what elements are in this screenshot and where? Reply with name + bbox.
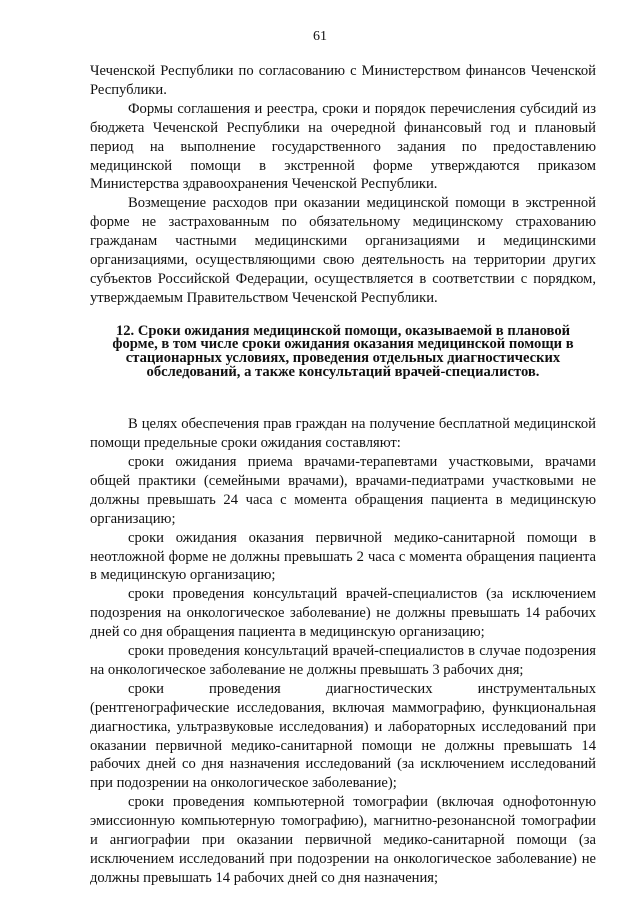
- paragraph-continuation: Чеченской Республики по согласованию с Министерством финансов Чеченской Республики.: [90, 63, 596, 98]
- paragraph-tomography-wait: сроки проведения компьютерной томографии (включая однофотонную эмиссионную компьютерную томографию), магнитно-резонансной томографии и ангиографии при оказании первичной медико-санитарной помощи (за исключением исследований при подозрении на онкологическое заболевание) не должны превышать 14 рабочих дней со дня назначения;: [90, 794, 596, 886]
- paragraph-urgent-care-wait: сроки ожидания оказания первичной медико-санитарной помощи в неотложной форме не должны превышать 2 часа с момента обращения пациента в медицинскую организацию;: [90, 529, 596, 584]
- paragraph-diagnostics-wait: сроки проведения диагностических инструментальных (рентгенографические исследования, включая маммографию, функциональная диагностика, ультразвуковые исследования) и лабораторных исследований при оказании первичной медико-санитарной помощи не должны превышать 14 рабочих дней со дня назначения исследований (за исключением исследований при подозрении на онкологическое заболевание);: [90, 680, 596, 792]
- paragraph-intro: В целях обеспечения прав граждан на получение бесплатной медицинской помощи предельные сроки ожидания составляют:: [90, 416, 596, 452]
- paragraph-therapist-wait: сроки ожидания приема врачами-терапевтами участковыми, врачами общей практики (семейными врачами), врачами-педиатрами участковыми не должны превышать 24 часа с момента обращения пациента в медицинскую организацию;: [90, 453, 596, 527]
- page-number: 61: [313, 29, 327, 44]
- paragraph-subsidy-forms: Формы соглашения и реестра, сроки и порядок перечисления субсидий из бюджета Чеченской Республики на очередной финансовый год и плановый период на выполнение государственного задания по предоставлению медицинской помощи в экстренной форме утверждаются приказом Министерства здравоохранения Чеченской Республики.: [90, 100, 596, 193]
- paragraph-oncology-consult-wait: сроки проведения консультаций врачей-специалистов в случае подозрения на онкологическое заболевание не должны превышать 3 рабочих дня;: [90, 643, 596, 678]
- paragraph-expense-reimbursement: Возмещение расходов при оказании медицинской помощи в экстренной форме не застрахованным по обязательному медицинскому страхованию гражданам частными медицинскими организациями и медицинскими организациями, осуществляющими свою деятельность на территории других субъектов Российской Федерации, осуществляется в соответствии с порядком, утверждаемым Правительством Чеченской Республики.: [90, 195, 596, 306]
- section-heading: 12. Сроки ожидания медицинской помощи, оказываемой в плановой форме, в том числе сроки ожидания оказания медицинской помощи в стационарных условиях, проведения отдельных диагностических обследований, а также консультаций врачей-специалистов.: [112, 322, 574, 380]
- document-body: [90, 62, 596, 888]
- paragraph-specialist-consult-wait: сроки проведения консультаций врачей-специалистов (за исключением подозрения на онкологическое заболевание) не должны превышать 14 рабочих дней со дня обращения пациента в медицинскую организацию;: [90, 586, 596, 641]
